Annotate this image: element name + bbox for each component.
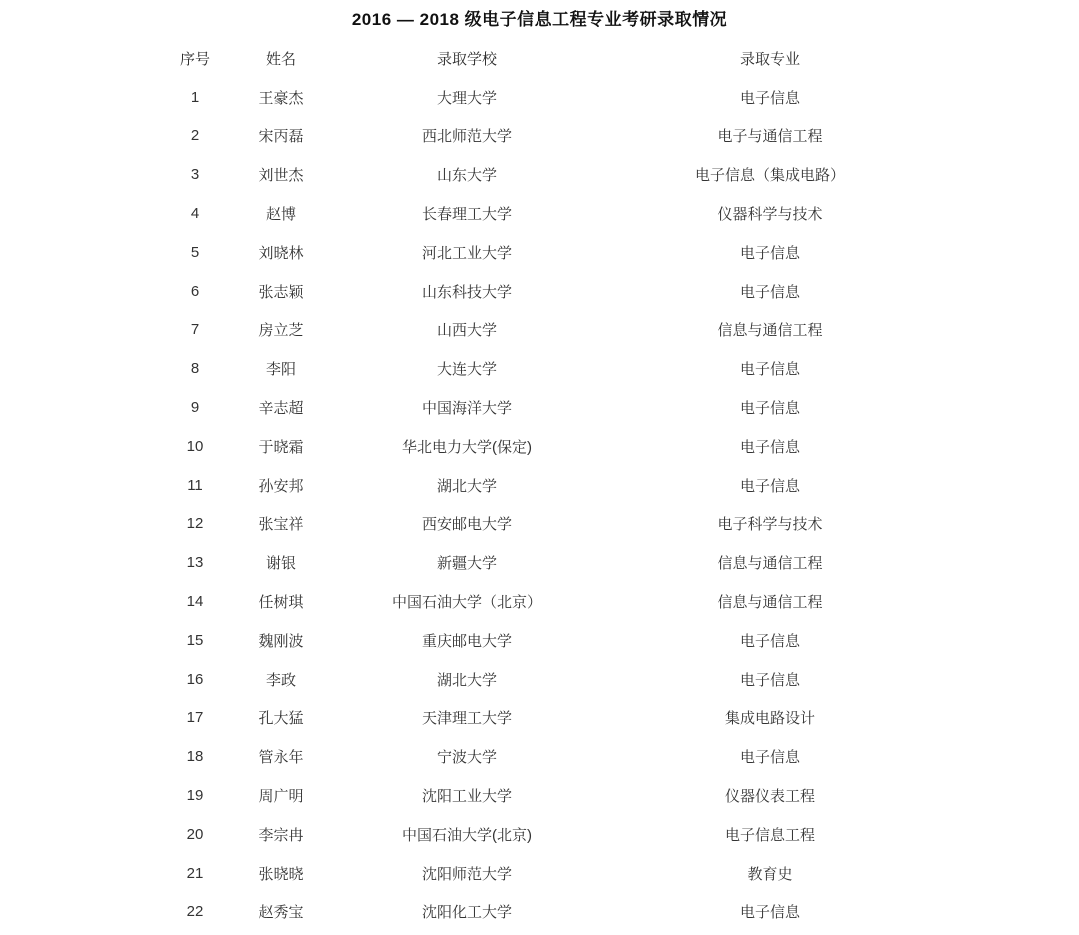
column-header-school: 录取学校 bbox=[436, 50, 497, 68]
cell-student-name: 孔大猛 bbox=[258, 710, 304, 728]
cell-admitted-major: 电子信息 bbox=[739, 400, 800, 418]
cell-admitted-school: 沈阳化工大学 bbox=[421, 904, 512, 922]
cell-student-name: 赵秀宝 bbox=[258, 904, 304, 922]
cell-row-number: 9 bbox=[190, 399, 200, 417]
cell-row-number: 3 bbox=[190, 166, 200, 184]
cell-admitted-major: 电子信息 bbox=[739, 244, 800, 262]
cell-row-number: 4 bbox=[190, 205, 200, 223]
cell-row-number: 12 bbox=[186, 515, 204, 533]
cell-student-name: 孙安邦 bbox=[258, 477, 304, 495]
cell-admitted-major: 电子信息 bbox=[739, 477, 800, 495]
cell-row-number: 17 bbox=[186, 709, 204, 727]
cell-admitted-major: 信息与通信工程 bbox=[717, 555, 823, 573]
cell-student-name: 周广明 bbox=[258, 788, 304, 806]
cell-admitted-major: 仪器仪表工程 bbox=[724, 788, 815, 806]
cell-student-name: 张宝祥 bbox=[258, 516, 304, 534]
cell-row-number: 2 bbox=[190, 127, 200, 145]
cell-student-name: 王豪杰 bbox=[258, 89, 304, 107]
cell-admitted-major: 电子信息 bbox=[739, 904, 800, 922]
cell-student-name: 刘世杰 bbox=[258, 167, 304, 185]
cell-row-number: 7 bbox=[190, 321, 200, 339]
cell-admitted-school: 宁波大学 bbox=[436, 749, 497, 767]
cell-student-name: 宋丙磊 bbox=[258, 128, 304, 146]
cell-admitted-school: 中国石油大学（北京） bbox=[391, 594, 542, 612]
cell-student-name: 管永年 bbox=[258, 749, 304, 767]
cell-admitted-major: 仪器科学与技术 bbox=[717, 206, 823, 224]
cell-row-number: 11 bbox=[187, 476, 203, 494]
cell-row-number: 8 bbox=[190, 360, 200, 378]
cell-student-name: 赵博 bbox=[265, 206, 296, 224]
cell-student-name: 谢银 bbox=[265, 555, 296, 573]
cell-admitted-school: 湖北大学 bbox=[436, 671, 497, 689]
cell-admitted-school: 西安邮电大学 bbox=[421, 516, 512, 534]
cell-admitted-major: 集成电路设计 bbox=[724, 710, 815, 728]
cell-admitted-major: 电子信息 bbox=[739, 671, 800, 689]
cell-admitted-school: 新疆大学 bbox=[436, 555, 497, 573]
cell-admitted-school: 湖北大学 bbox=[436, 477, 497, 495]
cell-admitted-school: 沈阳师范大学 bbox=[421, 865, 512, 883]
cell-row-number: 14 bbox=[186, 593, 204, 611]
cell-admitted-major: 电子信息工程 bbox=[724, 826, 815, 844]
cell-student-name: 张晓晓 bbox=[258, 865, 304, 883]
cell-admitted-major: 电子信息 bbox=[739, 438, 800, 456]
cell-row-number: 19 bbox=[186, 787, 204, 805]
cell-admitted-major: 电子与通信工程 bbox=[717, 128, 823, 146]
cell-student-name: 魏刚波 bbox=[258, 632, 304, 650]
cell-admitted-major: 电子信息 bbox=[739, 89, 800, 107]
cell-admitted-major: 电子信息（集成电路） bbox=[694, 167, 845, 185]
cell-admitted-school: 西北师范大学 bbox=[421, 128, 512, 146]
cell-row-number: 18 bbox=[186, 748, 204, 766]
cell-row-number: 10 bbox=[186, 437, 204, 455]
cell-row-number: 22 bbox=[186, 903, 204, 921]
cell-admitted-school: 大连大学 bbox=[436, 361, 497, 379]
cell-admitted-major: 教育史 bbox=[747, 865, 793, 883]
cell-row-number: 5 bbox=[190, 243, 200, 261]
cell-row-number: 13 bbox=[186, 554, 204, 572]
cell-admitted-school: 天津理工大学 bbox=[421, 710, 512, 728]
cell-admitted-school: 中国石油大学(北京) bbox=[402, 826, 532, 844]
cell-student-name: 李政 bbox=[265, 671, 296, 689]
cell-row-number: 6 bbox=[190, 282, 200, 300]
cell-student-name: 李阳 bbox=[265, 361, 296, 379]
cell-admitted-school: 河北工业大学 bbox=[421, 244, 512, 262]
cell-row-number: 21 bbox=[186, 864, 204, 882]
cell-admitted-school: 中国海洋大学 bbox=[421, 400, 512, 418]
cell-student-name: 任树琪 bbox=[258, 594, 304, 612]
cell-admitted-school: 长春理工大学 bbox=[421, 206, 512, 224]
cell-admitted-major: 电子信息 bbox=[739, 749, 800, 767]
column-header-name: 姓名 bbox=[265, 50, 296, 68]
cell-admitted-major: 电子信息 bbox=[739, 283, 800, 301]
cell-admitted-school: 沈阳工业大学 bbox=[421, 788, 512, 806]
cell-student-name: 李宗冉 bbox=[258, 826, 304, 844]
cell-row-number: 1 bbox=[190, 88, 200, 106]
cell-admitted-major: 信息与通信工程 bbox=[717, 594, 823, 612]
cell-admitted-school: 大理大学 bbox=[436, 89, 497, 107]
cell-row-number: 15 bbox=[186, 631, 204, 649]
cell-admitted-school: 重庆邮电大学 bbox=[421, 632, 512, 650]
page-title: 2016 — 2018 级电子信息工程专业考研录取情况 bbox=[351, 10, 728, 29]
cell-admitted-school: 山东科技大学 bbox=[421, 283, 512, 301]
cell-row-number: 20 bbox=[186, 825, 204, 843]
cell-admitted-school: 山东大学 bbox=[436, 167, 497, 185]
cell-admitted-major: 电子信息 bbox=[739, 632, 800, 650]
cell-admitted-school: 华北电力大学(保定) bbox=[402, 438, 532, 456]
column-header-no: 序号 bbox=[179, 50, 210, 68]
cell-admitted-major: 信息与通信工程 bbox=[717, 322, 823, 340]
cell-student-name: 张志颖 bbox=[258, 283, 304, 301]
cell-student-name: 于晓霜 bbox=[258, 438, 304, 456]
cell-admitted-school: 山西大学 bbox=[436, 322, 497, 340]
admission-table bbox=[150, 39, 1079, 931]
column-header-major: 录取专业 bbox=[739, 50, 800, 68]
cell-student-name: 辛志超 bbox=[258, 400, 304, 418]
cell-admitted-major: 电子科学与技术 bbox=[717, 516, 823, 534]
cell-admitted-major: 电子信息 bbox=[739, 361, 800, 379]
cell-student-name: 房立芝 bbox=[258, 322, 304, 340]
cell-row-number: 16 bbox=[186, 670, 204, 688]
cell-student-name: 刘晓林 bbox=[258, 244, 304, 262]
